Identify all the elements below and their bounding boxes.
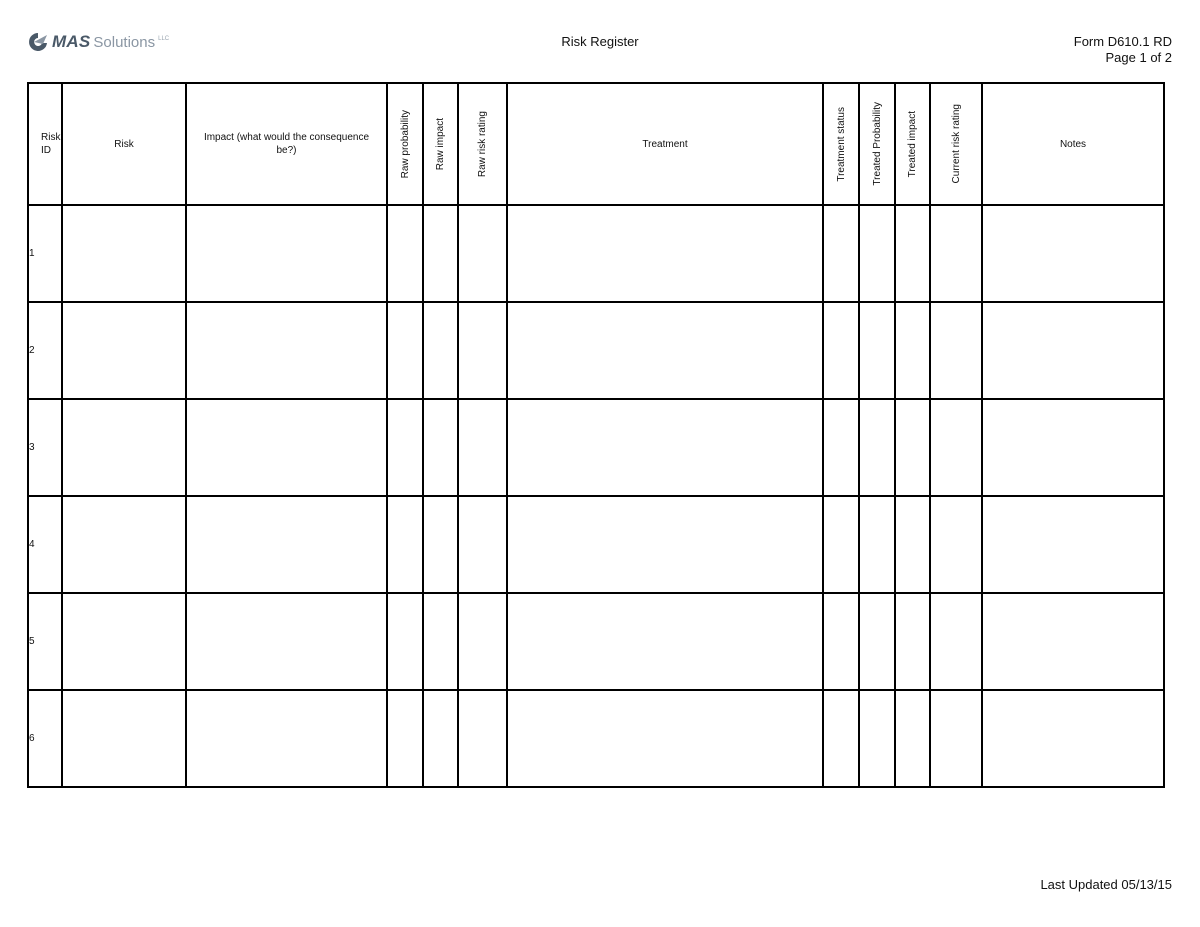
column-header-raw-risk-rating xyxy=(458,83,507,205)
raw-impact-cell[interactable] xyxy=(423,593,458,690)
table-row xyxy=(28,205,1164,302)
column-label: Risk ID xyxy=(41,132,61,156)
column-label: Notes xyxy=(1059,138,1087,150)
current-risk-rating-cell[interactable] xyxy=(930,399,982,496)
current-risk-rating-cell[interactable] xyxy=(930,690,982,787)
raw-impact-cell[interactable] xyxy=(423,302,458,399)
treated-impact-cell[interactable] xyxy=(895,302,930,399)
treatment-cell[interactable] xyxy=(507,399,823,496)
treatment-status-cell[interactable] xyxy=(823,496,859,593)
column-label: Raw risk rating xyxy=(477,110,488,178)
raw-probability-cell[interactable] xyxy=(387,690,423,787)
treated-probability-cell[interactable] xyxy=(859,399,895,496)
treated-probability-cell[interactable] xyxy=(859,205,895,302)
form-identifier xyxy=(1074,34,1172,66)
raw-probability-cell[interactable] xyxy=(387,399,423,496)
column-header-risk xyxy=(62,83,186,205)
treated-probability-cell[interactable] xyxy=(859,496,895,593)
raw-risk-rating-cell[interactable] xyxy=(458,593,507,690)
notes-cell[interactable] xyxy=(982,690,1164,787)
raw-probability-cell[interactable] xyxy=(387,593,423,690)
logo-brand: MAS xyxy=(52,32,91,51)
column-header-treatment-status xyxy=(823,83,859,205)
column-label: Treatment status xyxy=(835,106,847,182)
current-risk-rating-cell[interactable] xyxy=(930,205,982,302)
treated-probability-cell[interactable] xyxy=(859,302,895,399)
risk-id-cell: 5 xyxy=(28,593,62,690)
column-label: Raw impact xyxy=(435,117,446,171)
treatment-cell[interactable] xyxy=(507,205,823,302)
column-label: Treated impact xyxy=(907,110,918,178)
treated-impact-cell[interactable] xyxy=(895,593,930,690)
raw-risk-rating-cell[interactable] xyxy=(458,690,507,787)
column-header-treatment xyxy=(507,83,823,205)
treated-impact-cell[interactable] xyxy=(895,205,930,302)
impact-cell[interactable] xyxy=(186,690,387,787)
impact-cell[interactable] xyxy=(186,593,387,690)
column-label: Treated Probability xyxy=(871,102,883,186)
column-header-notes xyxy=(982,83,1164,205)
raw-risk-rating-cell[interactable] xyxy=(458,399,507,496)
risk-id-cell: 6 xyxy=(28,690,62,787)
impact-cell[interactable] xyxy=(186,302,387,399)
column-header-risk-id xyxy=(28,83,62,205)
treatment-status-cell[interactable] xyxy=(823,399,859,496)
risk-register-table xyxy=(27,82,1165,788)
risk-id-cell: 4 xyxy=(28,496,62,593)
current-risk-rating-cell[interactable] xyxy=(930,593,982,690)
column-header-treated-probability xyxy=(859,83,895,205)
current-risk-rating-cell[interactable] xyxy=(930,302,982,399)
notes-cell[interactable] xyxy=(982,593,1164,690)
risk-cell[interactable] xyxy=(62,496,186,593)
treatment-status-cell[interactable] xyxy=(823,302,859,399)
notes-cell[interactable] xyxy=(982,302,1164,399)
treatment-cell[interactable] xyxy=(507,593,823,690)
last-updated: Last Updated 05/13/15 xyxy=(1040,877,1172,892)
raw-risk-rating-cell[interactable] xyxy=(458,205,507,302)
impact-cell[interactable] xyxy=(186,399,387,496)
column-label: Treatment xyxy=(642,138,688,150)
notes-cell[interactable] xyxy=(982,399,1164,496)
treated-impact-cell[interactable] xyxy=(895,690,930,787)
table-row xyxy=(28,302,1164,399)
impact-cell[interactable] xyxy=(186,205,387,302)
notes-cell[interactable] xyxy=(982,205,1164,302)
raw-probability-cell[interactable] xyxy=(387,302,423,399)
column-header-raw-probability xyxy=(387,83,423,205)
header-row xyxy=(28,83,1164,205)
column-label: Raw probability xyxy=(399,109,411,179)
risk-id-cell: 3 xyxy=(28,399,62,496)
raw-impact-cell[interactable] xyxy=(423,690,458,787)
impact-cell[interactable] xyxy=(186,496,387,593)
page-number: Page 1 of 2 xyxy=(1105,50,1172,65)
risk-cell[interactable] xyxy=(62,690,186,787)
raw-risk-rating-cell[interactable] xyxy=(458,302,507,399)
treatment-cell[interactable] xyxy=(507,302,823,399)
notes-cell[interactable] xyxy=(982,496,1164,593)
treatment-cell[interactable] xyxy=(507,496,823,593)
risk-cell[interactable] xyxy=(62,399,186,496)
treatment-status-cell[interactable] xyxy=(823,593,859,690)
column-label: Risk xyxy=(114,138,134,150)
raw-risk-rating-cell[interactable] xyxy=(458,496,507,593)
treated-probability-cell[interactable] xyxy=(859,593,895,690)
logo-word: Solutions xyxy=(93,33,156,51)
column-label: Impact (what would the consequence be?) xyxy=(203,132,370,156)
risk-cell[interactable] xyxy=(62,593,186,690)
treated-impact-cell[interactable] xyxy=(895,496,930,593)
raw-probability-cell[interactable] xyxy=(387,496,423,593)
risk-cell[interactable] xyxy=(62,302,186,399)
document-title: Risk Register xyxy=(561,34,639,49)
treatment-cell[interactable] xyxy=(507,690,823,787)
treatment-status-cell[interactable] xyxy=(823,690,859,787)
current-risk-rating-cell[interactable] xyxy=(930,496,982,593)
treated-probability-cell[interactable] xyxy=(859,690,895,787)
treatment-status-cell[interactable] xyxy=(823,205,859,302)
form-number: Form D610.1 RD xyxy=(1073,34,1172,49)
risk-id-cell: 1 xyxy=(28,205,62,302)
raw-probability-cell[interactable] xyxy=(387,205,423,302)
risk-id-cell: 2 xyxy=(28,302,62,399)
raw-impact-cell[interactable] xyxy=(423,496,458,593)
treated-impact-cell[interactable] xyxy=(895,399,930,496)
raw-impact-cell[interactable] xyxy=(423,399,458,496)
column-label: Current risk rating xyxy=(950,104,962,184)
logo-suffix: LLC xyxy=(158,36,170,42)
column-header-raw-impact xyxy=(423,83,458,205)
table-row xyxy=(28,496,1164,593)
risk-cell[interactable] xyxy=(62,205,186,302)
column-header-impact xyxy=(186,83,387,205)
column-header-current-risk-rating xyxy=(930,83,982,205)
raw-impact-cell[interactable] xyxy=(423,205,458,302)
table-row xyxy=(28,593,1164,690)
column-header-treated-impact xyxy=(895,83,930,205)
table-row xyxy=(28,399,1164,496)
table-row xyxy=(28,690,1164,787)
